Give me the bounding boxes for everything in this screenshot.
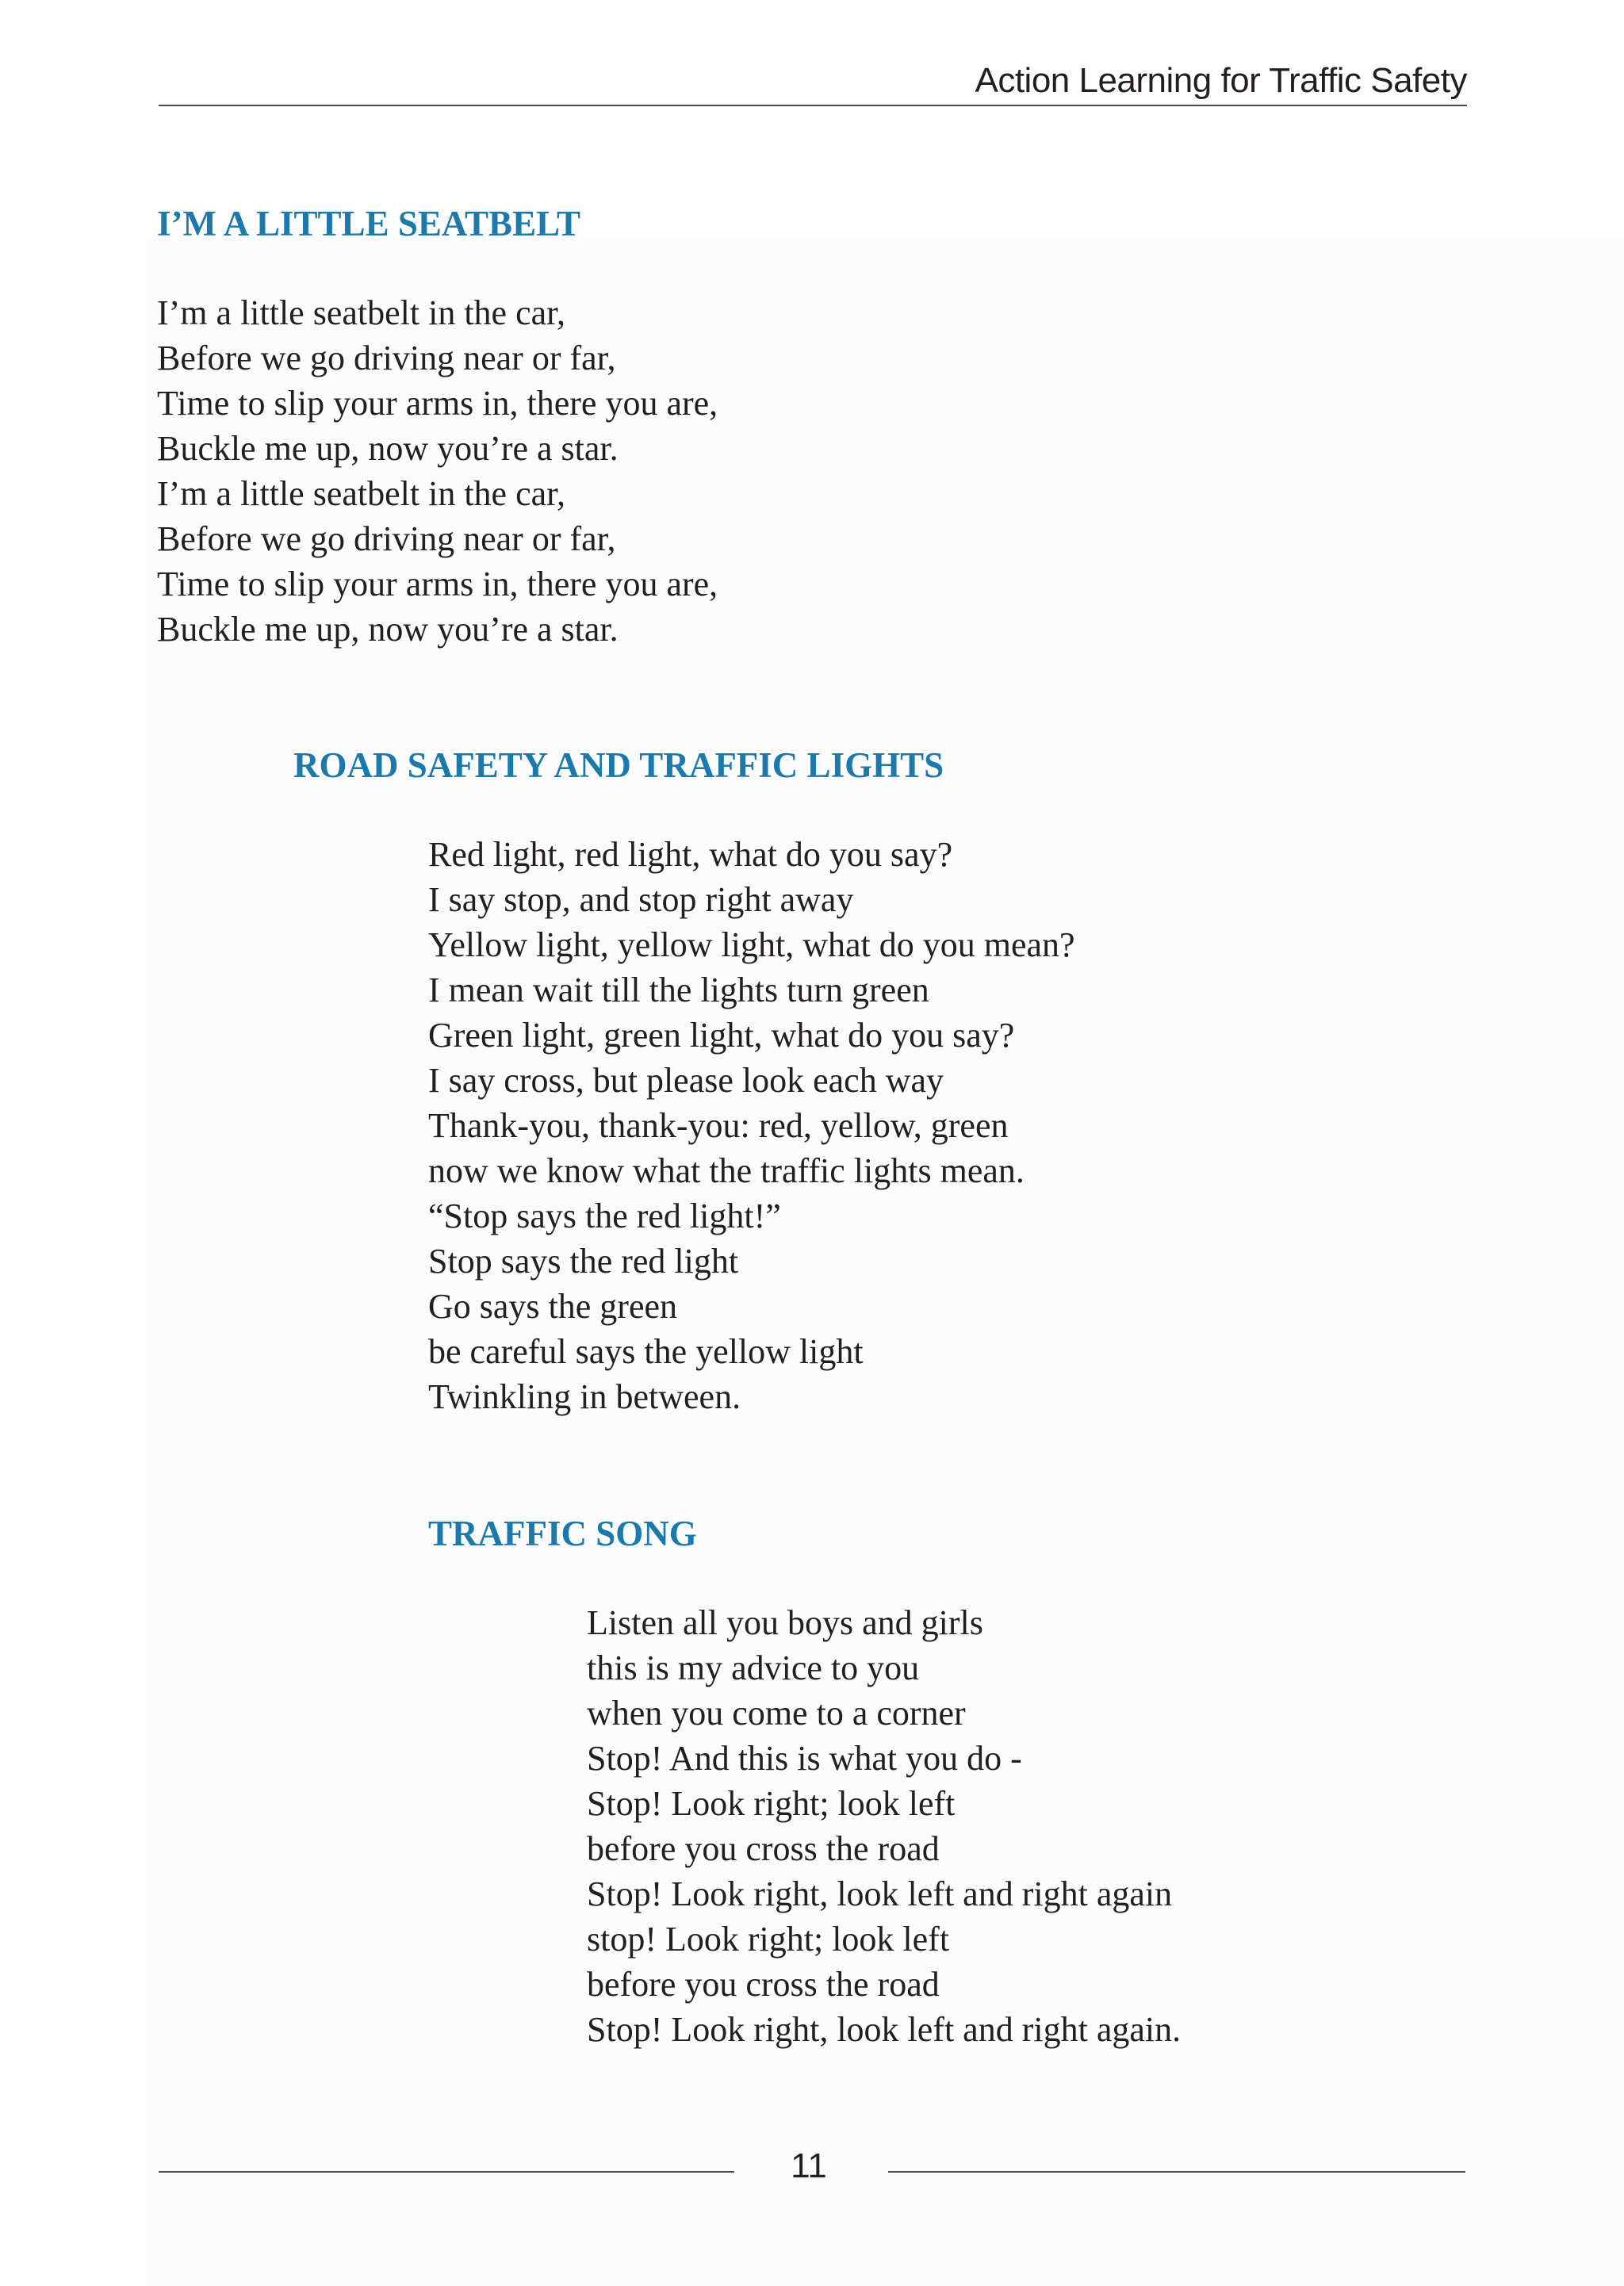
verse-line: “Stop says the red light!” bbox=[428, 1197, 781, 1235]
verse-line: this is my advice to you bbox=[587, 1648, 920, 1687]
verse-line: before you cross the road bbox=[587, 1829, 940, 1868]
verse-line: Time to slip your arms in, there you are, bbox=[157, 565, 718, 603]
verse-line: Stop! Look right, look left and right again. bbox=[587, 2010, 1182, 2049]
section-title-traffic-lights: ROAD SAFETY AND TRAFFIC LIGHTS bbox=[293, 745, 944, 785]
section-title-seatbelt: I’M A LITTLE SEATBELT bbox=[157, 204, 580, 243]
verse-line: I say cross, but please look each way bbox=[428, 1061, 944, 1100]
verse-line: I mean wait till the lights turn green bbox=[428, 971, 929, 1009]
verse-line: before you cross the road bbox=[587, 1965, 940, 2004]
verse-line: Thank-you, thank-you: red, yellow, green bbox=[428, 1106, 1009, 1145]
verse-line: Stop! Look right, look left and right again bbox=[587, 1874, 1173, 1913]
verse-line: Buckle me up, now you’re a star. bbox=[157, 429, 619, 468]
verse-line: Stop says the red light bbox=[428, 1242, 739, 1281]
verse-line: Buckle me up, now you’re a star. bbox=[157, 610, 619, 649]
verse-line: Listen all you boys and girls bbox=[587, 1603, 983, 1642]
page-number: 11 bbox=[791, 2146, 827, 2185]
verse-line: be careful says the yellow light bbox=[428, 1332, 864, 1371]
verse-line: Stop! Look right; look left bbox=[587, 1784, 956, 1823]
verse-line: Green light, green light, what do you say? bbox=[428, 1016, 1015, 1055]
verse-line: Yellow light, yellow light, what do you mean? bbox=[428, 925, 1075, 964]
verse-line: Stop! And this is what you do - bbox=[587, 1739, 1022, 1778]
verse-traffic-song bbox=[587, 1600, 1181, 2052]
footer-rule-left bbox=[159, 2171, 734, 2173]
verse-line: Time to slip your arms in, there you are, bbox=[157, 384, 718, 423]
verse-line: Before we go driving near or far, bbox=[157, 519, 616, 558]
verse-line: Twinkling in between. bbox=[428, 1377, 741, 1416]
header-rule bbox=[159, 105, 1467, 106]
verse-traffic-lights bbox=[428, 832, 1075, 1419]
verse-line: I’m a little seatbelt in the car, bbox=[157, 474, 566, 513]
verse-line: Red light, red light, what do you say? bbox=[428, 835, 953, 874]
verse-seatbelt bbox=[157, 290, 718, 652]
verse-line: now we know what the traffic lights mean. bbox=[428, 1151, 1025, 1190]
footer-rule-right bbox=[888, 2171, 1465, 2173]
verse-line: I’m a little seatbelt in the car, bbox=[157, 293, 566, 332]
verse-line: I say stop, and stop right away bbox=[428, 880, 854, 919]
verse-line: Before we go driving near or far, bbox=[157, 339, 616, 377]
verse-line: Go says the green bbox=[428, 1287, 678, 1326]
section-title-traffic-song: TRAFFIC SONG bbox=[428, 1514, 697, 1553]
verse-line: stop! Look right; look left bbox=[587, 1920, 950, 1959]
verse-line: when you come to a corner bbox=[587, 1694, 966, 1733]
running-header: Action Learning for Traffic Safety bbox=[975, 61, 1467, 100]
